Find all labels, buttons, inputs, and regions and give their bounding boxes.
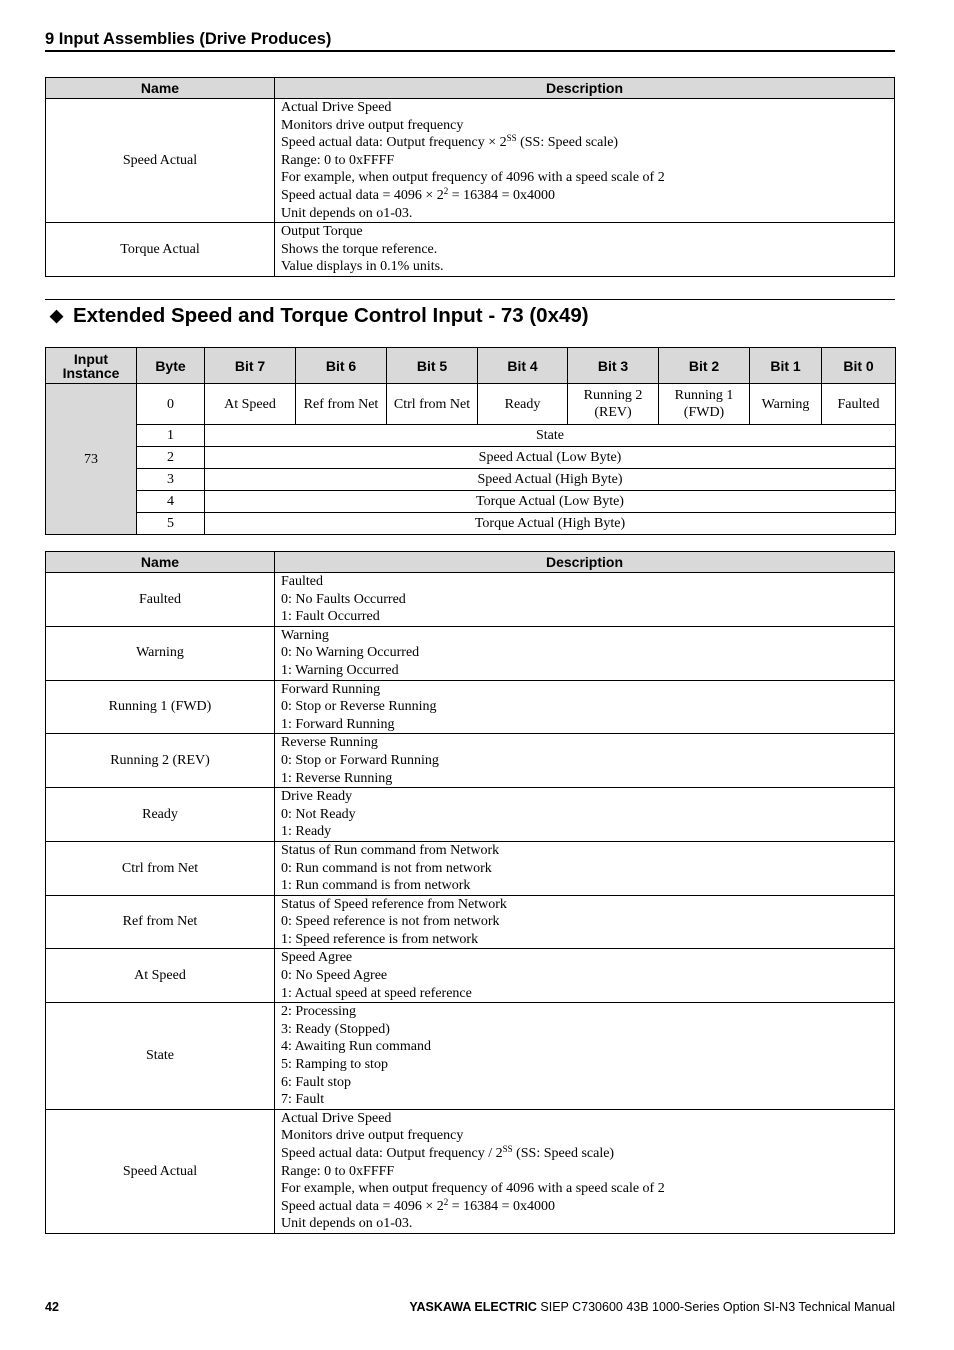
table-row bbox=[46, 626, 895, 680]
description-line: Actual Drive Speed bbox=[281, 100, 392, 115]
byte-cell: 4 bbox=[137, 491, 205, 513]
description-line: Shows the torque reference. bbox=[281, 241, 438, 257]
row-name-cell: State bbox=[46, 1003, 275, 1110]
description-line: 5: Ramping to stop bbox=[281, 1057, 388, 1073]
bit3-header: Bit 3 bbox=[568, 348, 659, 384]
chapter-title: 9 Input Assemblies (Drive Produces) bbox=[45, 29, 895, 52]
row-description-cell bbox=[275, 1003, 895, 1110]
table-row bbox=[46, 734, 895, 788]
bit0-cell: Faulted bbox=[822, 384, 896, 425]
row-description-cell bbox=[275, 680, 895, 734]
byte-0-row bbox=[46, 384, 896, 425]
row-description-cell bbox=[275, 841, 895, 895]
table-row bbox=[46, 1003, 895, 1110]
bit5-header: Bit 5 bbox=[387, 348, 478, 384]
top-description-table bbox=[45, 77, 895, 277]
description-line: 0: No Faults Occurred bbox=[281, 591, 406, 607]
row-description-cell bbox=[275, 895, 895, 949]
description-line: 3: Ready (Stopped) bbox=[281, 1021, 390, 1037]
description-line: Unit depends on o1-03. bbox=[281, 1216, 413, 1232]
description-line: 1: Actual speed at speed reference bbox=[281, 985, 472, 1001]
bit-table-header-row bbox=[46, 348, 896, 384]
byte-5-row bbox=[46, 513, 896, 535]
description-line: Range: 0 to 0xFFFF bbox=[281, 152, 395, 168]
byte-value-cell: Speed Actual (High Byte) bbox=[205, 469, 896, 491]
description-line: 1: Speed reference is from network bbox=[281, 931, 479, 947]
row-description-cell bbox=[275, 626, 895, 680]
publisher-name: YASKAWA ELECTRIC bbox=[409, 1300, 537, 1314]
bit7-header: Bit 7 bbox=[205, 348, 296, 384]
description-column-header: Description bbox=[275, 78, 895, 99]
row-name-cell: Running 2 (REV) bbox=[46, 734, 275, 788]
description-line: Warning bbox=[281, 627, 329, 643]
row-name-cell: Warning bbox=[46, 626, 275, 680]
byte-value-cell: Speed Actual (Low Byte) bbox=[205, 447, 896, 469]
row-name-cell: Ref from Net bbox=[46, 895, 275, 949]
document-reference bbox=[409, 1299, 895, 1315]
row-name-cell: Speed Actual bbox=[46, 1109, 275, 1233]
byte-cell: 0 bbox=[137, 384, 205, 425]
description-line: 0: Speed reference is not from network bbox=[281, 914, 500, 930]
description-line: Speed actual data: Output frequency / $2^{SS}$ (SS: Speed scale) bbox=[281, 1144, 615, 1161]
byte-cell: 5 bbox=[137, 513, 205, 535]
row-description-cell bbox=[275, 949, 895, 1003]
description-line: Speed actual data: Output frequency × $2^{SS}$ (SS: Speed scale) bbox=[281, 133, 619, 151]
description-line: Faulted bbox=[281, 574, 323, 589]
row-description-cell bbox=[275, 573, 895, 627]
description-line: Status of Run command from Network bbox=[281, 842, 500, 858]
row-description-cell bbox=[275, 99, 895, 223]
bottom-description-table bbox=[45, 551, 895, 1234]
bit3-cell: Running 2 (REV) bbox=[568, 384, 659, 425]
description-column-header: Description bbox=[275, 552, 895, 573]
description-line: Output Torque bbox=[281, 224, 363, 240]
row-name-cell: Torque Actual bbox=[46, 223, 275, 277]
bit-map-table bbox=[45, 347, 896, 535]
table-row bbox=[46, 841, 895, 895]
row-name-cell: Ready bbox=[46, 788, 275, 842]
bit0-header: Bit 0 bbox=[822, 348, 896, 384]
description-line: 7: Fault bbox=[281, 1092, 325, 1108]
table-row bbox=[46, 895, 895, 949]
row-description-cell bbox=[275, 223, 895, 277]
description-line: 0: Stop or Reverse Running bbox=[281, 699, 437, 715]
byte-cell: 3 bbox=[137, 469, 205, 491]
row-name-cell: Faulted bbox=[46, 573, 275, 627]
description-line: 1: Forward Running bbox=[281, 716, 395, 732]
description-line: 0: No Warning Occurred bbox=[281, 645, 420, 661]
input-instance-header: Input Instance bbox=[46, 348, 137, 384]
byte-value-cell: Torque Actual (High Byte) bbox=[205, 513, 896, 535]
description-line: 0: No Speed Agree bbox=[281, 968, 388, 984]
description-line: For example, when output frequency of 4096 with a speed scale of 2 bbox=[281, 170, 665, 186]
row-name-cell: Ctrl from Net bbox=[46, 841, 275, 895]
description-line: 0: Not Ready bbox=[281, 806, 356, 822]
row-name-cell: Speed Actual bbox=[46, 99, 275, 223]
table-row bbox=[46, 223, 895, 277]
row-name-cell: At Speed bbox=[46, 949, 275, 1003]
description-line: For example, when output frequency of 4096 with a speed scale of 2 bbox=[281, 1181, 665, 1197]
name-column-header: Name bbox=[46, 552, 275, 573]
description-line: 4: Awaiting Run command bbox=[281, 1039, 431, 1055]
section-title: Extended Speed and Torque Control Input - 73 (0x49) bbox=[73, 304, 589, 327]
section-heading bbox=[45, 299, 895, 329]
description-line: Drive Ready bbox=[281, 789, 353, 805]
description-line: 1: Reverse Running bbox=[281, 770, 393, 786]
bit6-cell: Ref from Net bbox=[296, 384, 387, 425]
page-number: 42 bbox=[45, 1300, 59, 1314]
description-line: Speed actual data = $4096 \times 2^2 = 16384 = 0x4000$ bbox=[281, 185, 556, 203]
table-header-row bbox=[46, 78, 895, 99]
row-description-cell bbox=[275, 788, 895, 842]
row-name-cell: Running 1 (FWD) bbox=[46, 680, 275, 734]
table-row bbox=[46, 1109, 895, 1233]
byte-4-row bbox=[46, 491, 896, 513]
bit5-cell: Ctrl from Net bbox=[387, 384, 478, 425]
description-line: 1: Ready bbox=[281, 824, 332, 840]
description-line: 1: Fault Occurred bbox=[281, 609, 380, 625]
manual-title: SIEP C730600 43B 1000-Series Option SI-N3 Technical Manual bbox=[536, 1300, 895, 1314]
bit1-header: Bit 1 bbox=[750, 348, 822, 384]
table-row bbox=[46, 99, 895, 223]
bottom-table-body bbox=[46, 573, 895, 1234]
top-table-body bbox=[46, 99, 895, 277]
bit2-cell: Running 1 (FWD) bbox=[659, 384, 750, 425]
description-line: Status of Speed reference from Network bbox=[281, 896, 507, 912]
diamond-bullet-icon: ◆ bbox=[50, 306, 64, 325]
description-line: Value displays in 0.1% units. bbox=[281, 259, 444, 275]
description-line: 1: Run command is from network bbox=[281, 878, 471, 894]
description-line: Speed actual data = $4096 \times 2^2 = 16384 = 0x4000$ bbox=[281, 1196, 556, 1214]
bit4-header: Bit 4 bbox=[478, 348, 568, 384]
byte-1-row bbox=[46, 425, 896, 447]
description-line: Actual Drive Speed bbox=[281, 1110, 392, 1126]
description-line: Range: 0 to 0xFFFF bbox=[281, 1163, 395, 1179]
description-line: Monitors drive output frequency bbox=[281, 117, 464, 133]
table-row bbox=[46, 788, 895, 842]
description-line: 2: Processing bbox=[281, 1004, 357, 1020]
byte-value-cell: Torque Actual (Low Byte) bbox=[205, 491, 896, 513]
row-description-cell bbox=[275, 734, 895, 788]
description-line: Unit depends on o1-03. bbox=[281, 205, 413, 221]
input-instance-cell: 73 bbox=[46, 384, 137, 535]
description-line: 0: Stop or Forward Running bbox=[281, 752, 439, 768]
description-line: Speed Agree bbox=[281, 950, 353, 966]
bit7-cell: At Speed bbox=[205, 384, 296, 425]
table-row bbox=[46, 949, 895, 1003]
description-line: Forward Running bbox=[281, 681, 381, 697]
byte-value-cell: State bbox=[205, 425, 896, 447]
byte-cell: 2 bbox=[137, 447, 205, 469]
bit4-cell: Ready bbox=[478, 384, 568, 425]
description-line: Reverse Running bbox=[281, 735, 378, 751]
row-description-cell bbox=[275, 1109, 895, 1233]
table-row bbox=[46, 573, 895, 627]
bit2-header: Bit 2 bbox=[659, 348, 750, 384]
byte-3-row bbox=[46, 469, 896, 491]
table-row bbox=[46, 680, 895, 734]
name-column-header: Name bbox=[46, 78, 275, 99]
bit6-header: Bit 6 bbox=[296, 348, 387, 384]
description-line: 6: Fault stop bbox=[281, 1074, 352, 1090]
description-line: Monitors drive output frequency bbox=[281, 1128, 464, 1144]
description-line: 1: Warning Occurred bbox=[281, 662, 399, 678]
description-line: 0: Run command is not from network bbox=[281, 860, 492, 876]
byte-header: Byte bbox=[137, 348, 205, 384]
byte-2-row bbox=[46, 447, 896, 469]
bit1-cell: Warning bbox=[750, 384, 822, 425]
byte-cell: 1 bbox=[137, 425, 205, 447]
table-header-row bbox=[46, 552, 895, 573]
